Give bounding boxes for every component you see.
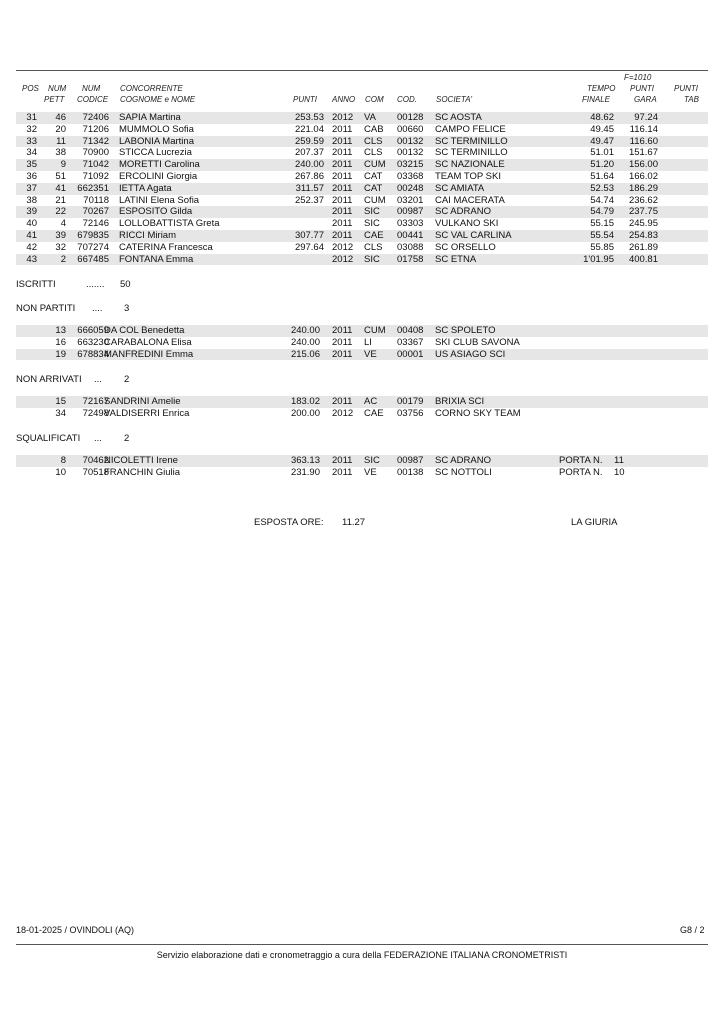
cell-codice: 70118	[83, 194, 109, 206]
cell-anno: 2012	[332, 112, 354, 123]
cell-nome: VALDISERRI Enrica	[104, 407, 190, 419]
cell-porta: PORTA N.	[559, 466, 603, 478]
cell-punti: 240.00	[290, 325, 320, 336]
footer-rule	[16, 944, 708, 945]
cell-pett: 11	[56, 135, 66, 147]
cell-pos: 36	[26, 171, 37, 182]
cell-codice: 70900	[82, 147, 109, 159]
cell-punti: 307.77	[294, 230, 324, 241]
table-row	[16, 124, 708, 136]
header-punti-tab-2: TAB	[684, 95, 699, 104]
cell-tempo: 54.79	[590, 206, 614, 218]
cell-gara: 237.75	[628, 206, 658, 218]
cell-pos: 41	[26, 230, 37, 241]
cell-nome: MANFREDINI Emma	[104, 348, 194, 360]
cell-anno: 2011	[332, 325, 353, 336]
table-row	[16, 159, 708, 171]
cell-anno: 2011	[332, 147, 353, 159]
footer-date-place: 18-01-2025 / OVINDOLI (AQ)	[16, 925, 135, 935]
cell-cod: 00441	[397, 230, 424, 241]
header-punti-gara-2: GARA	[634, 95, 657, 104]
esposta-label: ESPOSTA ORE:	[254, 517, 324, 528]
cell-nome: STICCA Lucrezia	[119, 147, 192, 159]
cell-pett: 13	[55, 325, 66, 336]
cell-cod: 03088	[397, 241, 424, 253]
cell-anno: 2011	[332, 182, 353, 194]
cell-punti: 240.00	[290, 336, 320, 348]
cell-codice: 71342	[82, 135, 109, 147]
cell-pett: 19	[55, 348, 66, 360]
cell-com: CLS	[364, 147, 383, 159]
table-row	[16, 455, 708, 467]
cell-tempo: 55.85	[590, 241, 614, 253]
giuria-label: LA GIURIA	[571, 517, 618, 528]
cell-porta_n: 11	[614, 455, 624, 466]
header-tempo: TEMPO	[587, 84, 616, 93]
cell-societa: US ASIAGO SCI	[435, 348, 506, 360]
cell-anno: 2011	[332, 159, 353, 171]
squalificati-label: SQUALIFICATI	[16, 433, 81, 444]
cell-gara: 116.14	[629, 123, 658, 135]
header-punti-tab-1: PUNTI	[674, 84, 698, 93]
cell-pos: 31	[26, 112, 37, 123]
cell-pett: 51	[55, 171, 66, 182]
cell-com: SIC	[364, 455, 380, 466]
cell-codice: 662351	[77, 182, 109, 194]
footer-service: Servizio elaborazione dati e cronometraggio a cura della FEDERAZIONE ITALIANA CRONOMETRISTI	[156, 950, 568, 960]
cell-codice: 71206	[82, 123, 109, 135]
iscritti-dots: .......	[86, 279, 105, 290]
cell-societa: SC SPOLETO	[435, 325, 496, 336]
header-com: COM	[365, 95, 384, 104]
cell-punti: 311.57	[295, 182, 324, 194]
cell-societa: VULKANO SKI	[435, 218, 499, 230]
cell-societa: SC ORSELLO	[435, 241, 496, 253]
cell-tempo: 1'01.95	[583, 253, 614, 265]
cell-com: CUM	[364, 194, 386, 206]
cell-nome: CATERINA Francesca	[119, 241, 213, 253]
cell-punti: 267.86	[294, 171, 324, 182]
cell-codice: 70462	[82, 455, 109, 466]
cell-societa: SC AOSTA	[435, 112, 482, 123]
cell-cod: 03367	[397, 336, 424, 348]
non-arrivati-dots: ...	[94, 374, 102, 385]
header-cognome-nome: COGNOME e NOME	[120, 95, 196, 104]
cell-nome: RICCI Miriam	[119, 230, 176, 241]
f-value: F=1010	[624, 73, 652, 82]
cell-cod: 00660	[397, 123, 424, 135]
cell-pos: 39	[26, 206, 37, 218]
cell-punti: 221.04	[294, 123, 324, 135]
cell-societa: SC NOTTOLI	[435, 466, 492, 478]
cell-anno: 2011	[332, 230, 353, 241]
header-codice: CODICE	[77, 95, 109, 104]
cell-nome: LABONIA Martina	[119, 135, 194, 147]
header-punti: PUNTI	[293, 95, 317, 104]
table-row	[16, 242, 708, 254]
table-row	[16, 112, 708, 124]
cell-com: CLS	[364, 135, 383, 147]
cell-pett: 46	[55, 112, 66, 123]
cell-pos: 42	[26, 241, 37, 253]
table-row	[16, 254, 708, 266]
cell-cod: 00179	[397, 396, 424, 407]
cell-codice: 72167	[82, 396, 109, 407]
header-finale: FINALE	[582, 95, 611, 104]
header-num: NUM	[48, 84, 67, 93]
cell-com: LI	[364, 336, 372, 348]
cell-pett: 38	[55, 147, 66, 159]
cell-nome: CARABALONA Elisa	[104, 336, 192, 348]
cell-codice: 70267	[82, 206, 109, 218]
header-concorrente: CONCORRENTE	[120, 84, 183, 93]
cell-nome: DA COL Benedetta	[104, 325, 185, 336]
cell-codice: 72406	[82, 112, 109, 123]
cell-codice: 72146	[82, 218, 109, 230]
cell-societa: SC AMIATA	[435, 182, 485, 194]
cell-cod: 00138	[397, 466, 424, 478]
esposta-time: 11.27	[342, 517, 366, 528]
cell-anno: 2011	[332, 194, 353, 206]
cell-punti: 207.37	[294, 147, 324, 159]
table-row	[16, 195, 708, 207]
cell-pett: 32	[55, 241, 66, 253]
cell-cod: 03368	[397, 171, 424, 182]
cell-pett: 4	[60, 218, 66, 230]
cell-pos: 40	[26, 218, 37, 230]
cell-cod: 03303	[397, 218, 424, 230]
table-row	[16, 171, 708, 183]
cell-com: CLS	[364, 241, 383, 253]
table-row	[16, 218, 708, 230]
cell-societa: SKI CLUB SAVONA	[435, 336, 520, 348]
cell-codice: 667485	[77, 253, 109, 265]
cell-anno: 2011	[332, 123, 353, 135]
cell-nome: ESPOSITO Gilda	[119, 206, 193, 218]
cell-punti: 231.90	[290, 466, 320, 478]
cell-com: SIC	[364, 206, 380, 218]
cell-societa: SC TERMINILLO	[435, 135, 508, 147]
iscritti-label: ISCRITTI	[16, 279, 56, 290]
cell-cod: 03215	[397, 159, 424, 171]
cell-anno: 2012	[332, 407, 354, 419]
cell-societa: SC ETNA	[435, 253, 477, 265]
cell-cod: 03201	[397, 194, 424, 206]
cell-societa: SC ADRANO	[435, 206, 491, 218]
cell-societa: SC TERMINILLO	[435, 147, 508, 159]
cell-pos: 34	[26, 147, 37, 159]
cell-pos: 32	[26, 123, 37, 135]
cell-nome: FONTANA Emma	[119, 253, 194, 265]
cell-gara: 151.67	[628, 147, 658, 159]
cell-com: CAE	[364, 407, 384, 419]
squalificati-dots: ...	[94, 433, 102, 444]
cell-punti: 200.00	[290, 407, 320, 419]
cell-porta_n: 10	[614, 466, 625, 478]
cell-tempo: 49.47	[590, 135, 614, 147]
table-row	[16, 325, 708, 337]
cell-pos: 37	[26, 182, 37, 194]
cell-com: CAT	[364, 182, 383, 194]
cell-punti: 253.53	[294, 112, 324, 123]
cell-cod: 00408	[397, 325, 424, 336]
cell-pett: 8	[60, 455, 66, 466]
iscritti-count: 50	[120, 279, 131, 290]
cell-com: SIC	[364, 218, 380, 230]
cell-gara: 245.95	[628, 218, 658, 230]
cell-com: CAT	[364, 171, 383, 182]
cell-nome: MORETTI Carolina	[119, 159, 200, 171]
cell-gara: 97.24	[634, 112, 658, 123]
cell-societa: SC VAL CARLINA	[435, 230, 512, 241]
cell-anno: 2011	[332, 396, 353, 407]
cell-punti: 259.59	[294, 135, 324, 147]
cell-com: VA	[364, 112, 376, 123]
cell-pos: 33	[26, 135, 37, 147]
cell-cod: 03756	[397, 407, 424, 419]
cell-nome: ERCOLINI Giorgia	[119, 171, 198, 182]
cell-societa: SC NAZIONALE	[435, 159, 505, 171]
cell-com: CAB	[364, 123, 384, 135]
cell-nome: IETTA Agata	[119, 182, 172, 194]
cell-pett: 20	[55, 123, 66, 135]
cell-pett: 22	[55, 206, 66, 218]
cell-punti: 297.64	[294, 241, 324, 253]
cell-gara: 166.02	[628, 171, 658, 182]
cell-gara: 254.83	[628, 230, 658, 241]
non-arrivati-label: NON ARRIVATI	[16, 374, 82, 385]
cell-gara: 261.89	[628, 241, 658, 253]
cell-nome: NICOLETTI Irene	[104, 455, 178, 466]
cell-tempo: 52.53	[590, 182, 614, 194]
cell-com: CUM	[364, 325, 386, 336]
cell-pos: 43	[26, 253, 37, 265]
header-cod: COD.	[397, 95, 417, 104]
cell-codice: 663230	[77, 336, 109, 348]
header-pett: PETT	[44, 95, 65, 104]
cell-cod: 00987	[397, 206, 424, 218]
cell-anno: 2011	[332, 206, 353, 218]
cell-tempo: 55.54	[590, 230, 614, 241]
cell-societa: TEAM TOP SKI	[435, 171, 501, 182]
cell-cod: 01758	[397, 253, 424, 265]
squalificati-count: 2	[124, 433, 130, 444]
cell-com: CAE	[364, 230, 384, 241]
cell-pett: 15	[55, 396, 66, 407]
cell-codice: 72498	[82, 407, 109, 419]
header-anno: ANNO	[332, 95, 356, 104]
header-num2: NUM	[82, 84, 101, 93]
cell-anno: 2011	[332, 466, 353, 478]
cell-pett: 2	[60, 253, 66, 265]
cell-anno: 2011	[332, 336, 353, 348]
cell-gara: 186.29	[628, 182, 658, 194]
cell-nome: MUMMOLO Sofia	[119, 123, 194, 135]
cell-tempo: 51.20	[590, 159, 614, 171]
cell-cod: 00987	[397, 455, 424, 466]
cell-cod: 00128	[397, 112, 424, 123]
cell-codice: 678834	[77, 348, 109, 360]
table-row	[16, 147, 708, 159]
cell-punti: 183.02	[290, 396, 320, 407]
cell-codice: 666059	[77, 325, 109, 336]
cell-societa: CAI MACERATA	[435, 194, 505, 206]
cell-cod: 00132	[397, 135, 424, 147]
top-rule	[16, 70, 708, 71]
cell-punti: 215.06	[290, 348, 320, 360]
cell-pett: 16	[55, 336, 66, 348]
cell-anno: 2011	[332, 455, 353, 466]
cell-gara: 116.60	[629, 135, 658, 147]
cell-cod: 00248	[397, 182, 424, 194]
cell-pos: 38	[26, 194, 37, 206]
cell-anno: 2012	[332, 241, 354, 253]
cell-com: CUM	[364, 159, 386, 171]
cell-com: AC	[364, 396, 378, 407]
cell-anno: 2011	[332, 218, 353, 230]
footer-page: G8 / 2	[680, 925, 705, 935]
cell-pett: 34	[55, 407, 66, 419]
table-row	[16, 206, 708, 218]
header-punti-gara-1: PUNTI	[630, 84, 654, 93]
cell-tempo: 54.74	[590, 194, 614, 206]
cell-pett: 39	[55, 230, 66, 241]
cell-tempo: 51.01	[590, 147, 614, 159]
cell-codice: 70518	[82, 466, 109, 478]
cell-tempo: 48.62	[590, 112, 614, 123]
cell-punti: 240.00	[294, 159, 324, 171]
table-row	[16, 467, 708, 479]
cell-nome: LATINI Elena Sofia	[119, 194, 200, 206]
cell-porta: PORTA N.	[559, 455, 603, 466]
table-row	[16, 183, 708, 195]
cell-tempo: 51.64	[590, 171, 614, 182]
cell-nome: SAPIA Martina	[119, 112, 181, 123]
cell-cod: 00132	[397, 147, 424, 159]
cell-anno: 2011	[332, 171, 353, 182]
cell-gara: 236.62	[628, 194, 658, 206]
table-row	[16, 337, 708, 349]
cell-anno: 2011	[332, 348, 353, 360]
cell-codice: 71042	[82, 159, 109, 171]
table-row	[16, 408, 708, 420]
cell-punti: 363.13	[290, 455, 320, 466]
cell-codice: 707274	[77, 241, 109, 253]
cell-nome: FRANCHIN Giulia	[104, 466, 181, 478]
cell-gara: 400.81	[628, 253, 658, 265]
cell-anno: 2011	[332, 135, 353, 147]
cell-gara: 156.00	[628, 159, 658, 171]
table-row	[16, 136, 708, 148]
cell-cod: 00001	[397, 348, 424, 360]
cell-societa: BRIXIA SCI	[435, 396, 485, 407]
cell-codice: 679835	[77, 230, 109, 241]
cell-pett: 41	[55, 182, 66, 194]
table-row	[16, 230, 708, 242]
cell-tempo: 55.15	[590, 218, 614, 230]
cell-com: VE	[364, 466, 377, 478]
cell-societa: CORNO SKY TEAM	[435, 407, 521, 419]
table-row	[16, 396, 708, 408]
cell-pett: 9	[60, 159, 66, 171]
cell-societa: SC ADRANO	[435, 455, 491, 466]
cell-codice: 71092	[82, 171, 109, 182]
cell-punti: 252.37	[294, 194, 324, 206]
header-pos: POS	[22, 84, 39, 93]
table-row	[16, 349, 708, 361]
non-partiti-dots: ....	[92, 303, 103, 314]
non-partiti-count: 3	[124, 303, 130, 314]
cell-tempo: 49.45	[590, 123, 614, 135]
cell-nome: SANDRINI Amelie	[104, 396, 181, 407]
cell-nome: LOLLOBATTISTA Greta	[119, 218, 220, 230]
cell-pos: 35	[26, 159, 37, 171]
non-partiti-label: NON PARTITI	[16, 303, 76, 314]
cell-societa: CAMPO FELICE	[435, 123, 506, 135]
cell-pett: 21	[55, 194, 66, 206]
non-arrivati-count: 2	[124, 374, 130, 385]
cell-pett: 10	[55, 466, 66, 478]
cell-anno: 2012	[332, 253, 354, 265]
header-societa: SOCIETA'	[436, 95, 473, 104]
cell-com: SIC	[364, 253, 380, 265]
cell-com: VE	[364, 348, 377, 360]
